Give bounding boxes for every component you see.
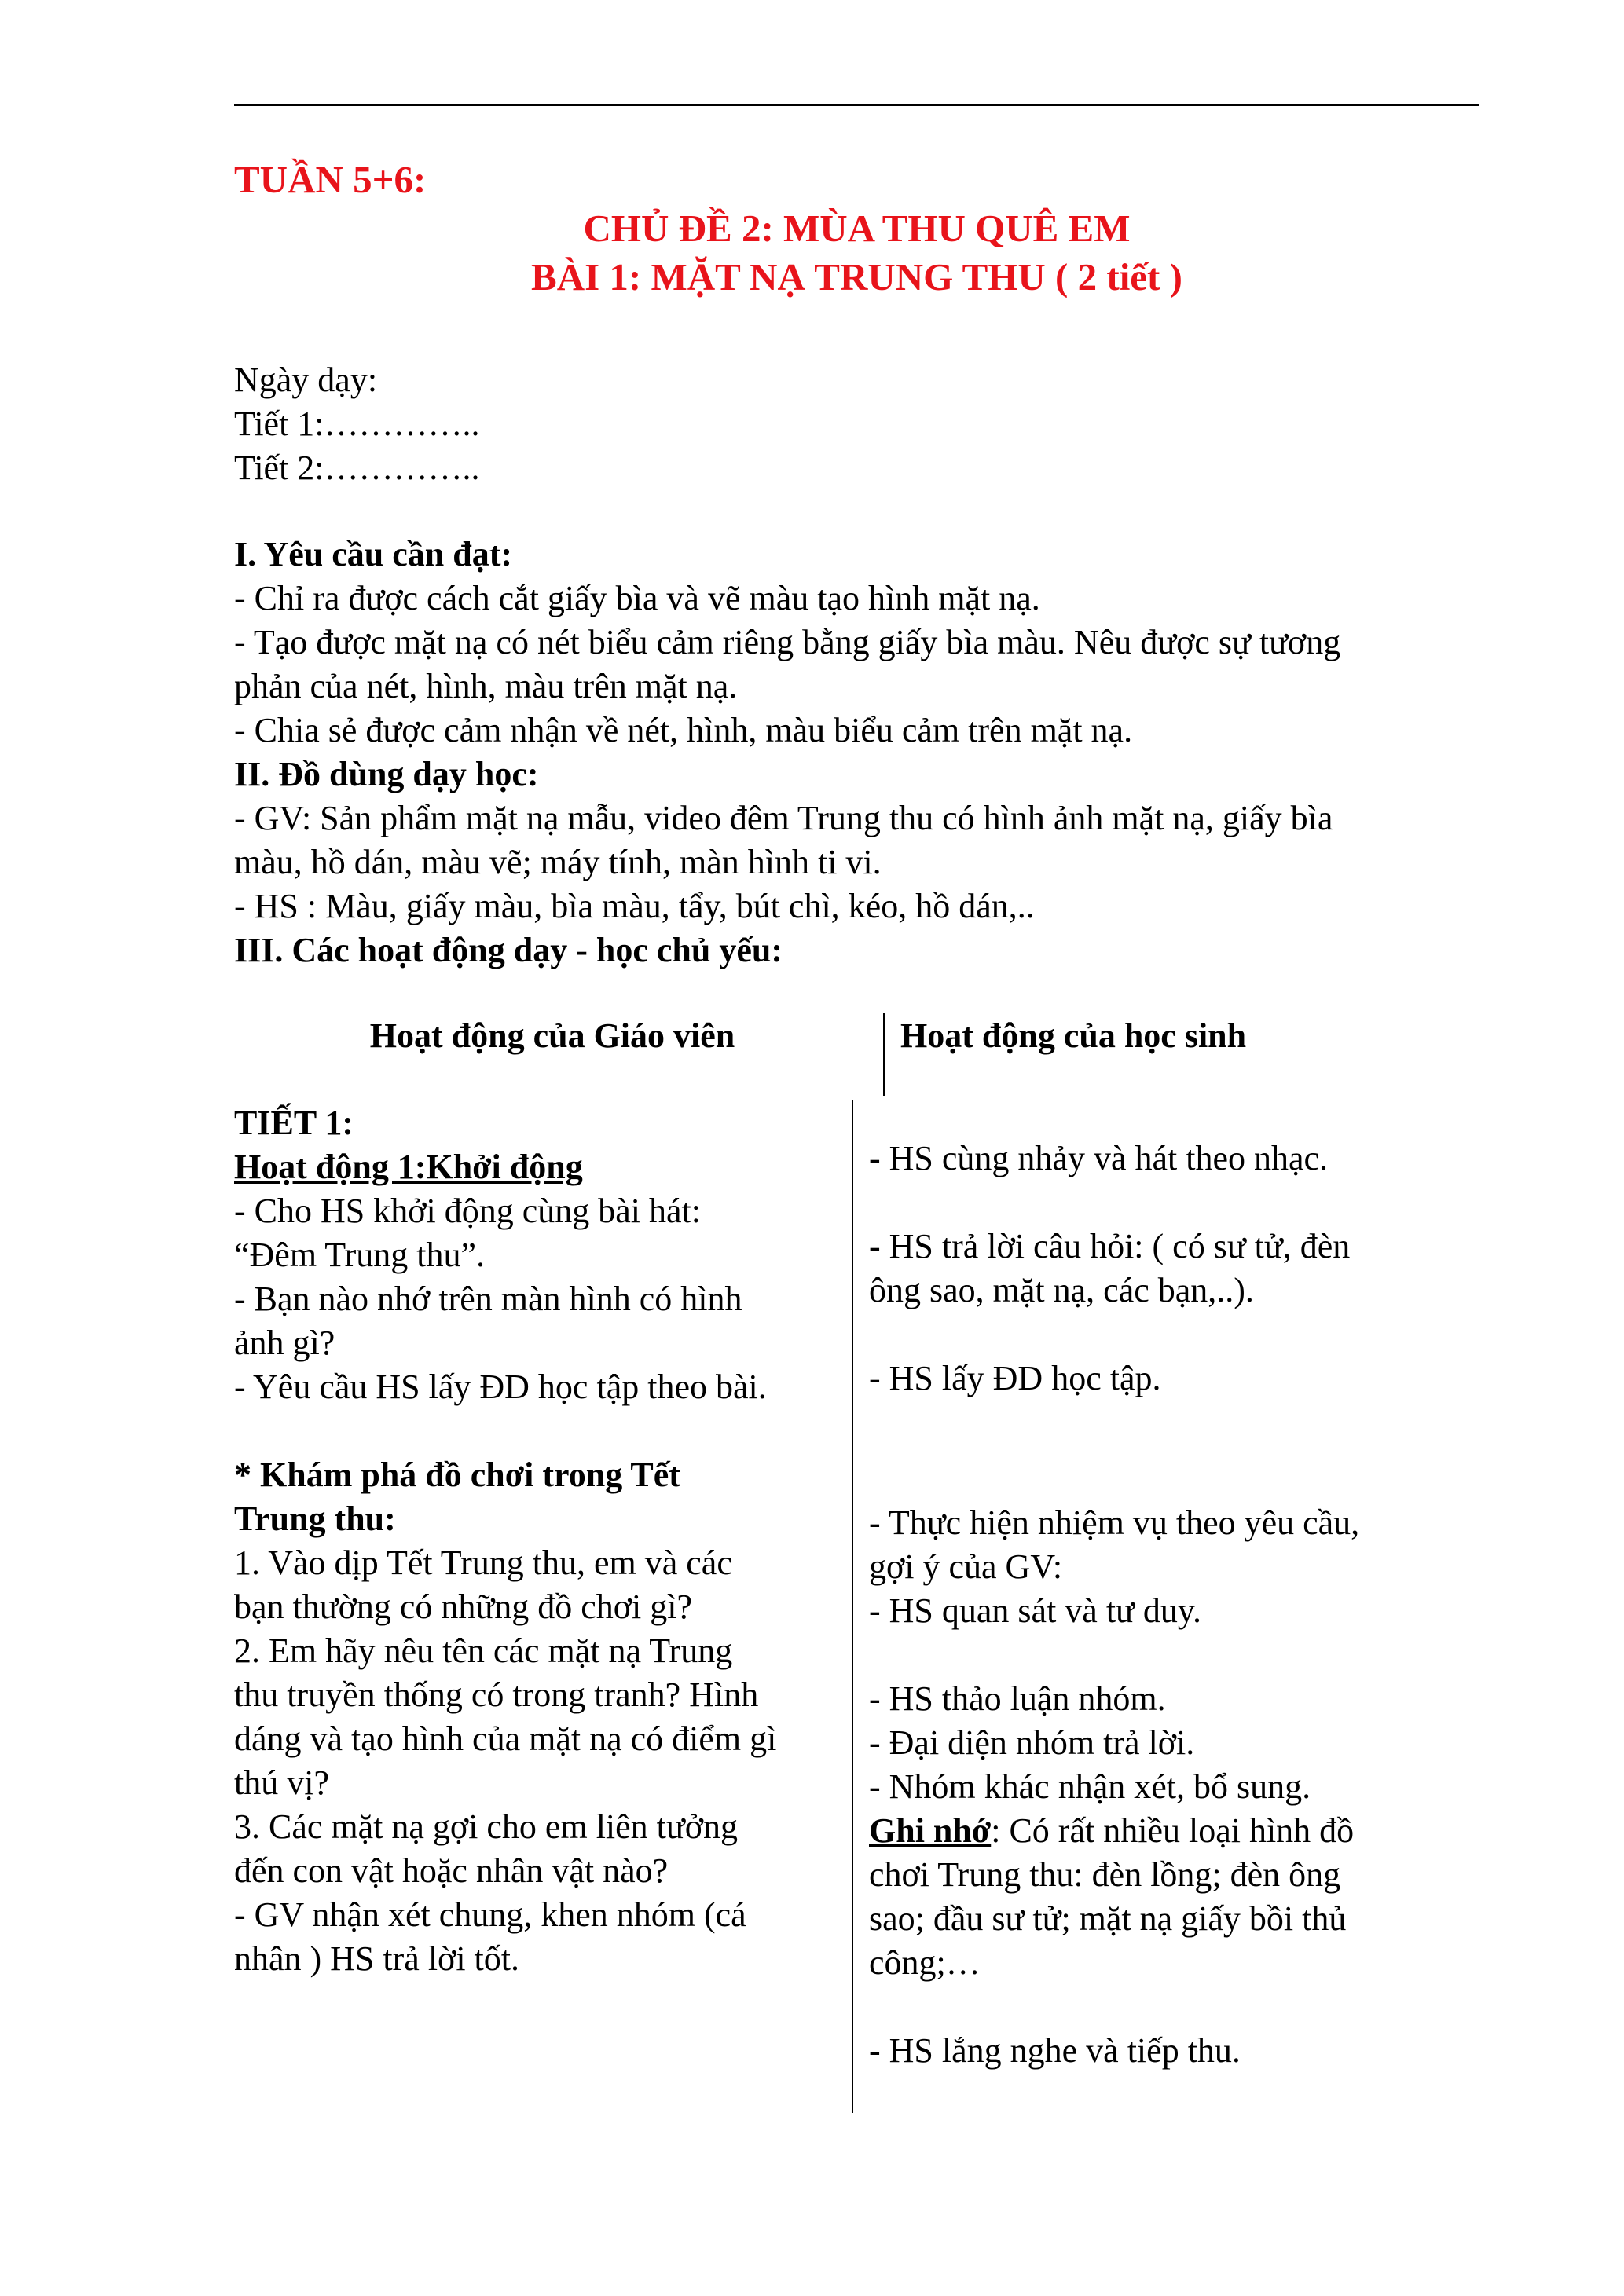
explore-heading: * Khám phá đồ chơi trong Tết <box>234 1456 680 1494</box>
text-line: - Tạo được mặt nạ có nét biểu cảm riêng bằng giấy bìa màu. Nêu được sự tương <box>234 623 1341 661</box>
text-line: - Chỉ ra được cách cắt giấy bìa và vẽ màu tạo hình mặt nạ. <box>234 579 1040 617</box>
text-line: - HS lấy ĐD học tập. <box>869 1359 1161 1397</box>
text-line: - HS cùng nhảy và hát theo nhạc. <box>869 1139 1329 1177</box>
topic-title: CHỦ ĐỀ 2: MÙA THU QUÊ EM <box>583 207 1131 250</box>
lesson-title: BÀI 1: MẶT NẠ TRUNG THU ( 2 tiết ) <box>531 255 1182 298</box>
text-line: - HS lắng nghe và tiếp thu. <box>869 2031 1241 2070</box>
text-line: - HS trả lời câu hỏi: ( có sư tử, đèn <box>869 1227 1351 1265</box>
explore-heading: Trung thu: <box>234 1500 396 1538</box>
period-1-date: Tiết 1:………….. <box>234 405 480 443</box>
text-line: ông sao, mặt nạ, các bạn,..). <box>869 1271 1254 1309</box>
note-line <box>869 1809 1359 1853</box>
text-line: 2. Em hãy nêu tên các mặt nạ Trung <box>234 1631 733 1670</box>
text-line: - GV nhận xét chung, khen nhóm (cá <box>234 1895 746 1934</box>
section-heading: III. Các hoạt động dạy - học chủ yếu: <box>234 931 783 969</box>
period-heading: TIẾT 1: <box>234 1104 354 1142</box>
text-line: “Đêm Trung thu”. <box>234 1236 485 1274</box>
text-line: công;… <box>869 1943 981 1982</box>
text-line: - Đại diện nhóm trả lời. <box>869 1723 1195 1762</box>
text-line: ảnh gì? <box>234 1324 335 1362</box>
text-line: đến con vật hoặc nhân vật nào? <box>234 1851 669 1890</box>
text-line: - Yêu cầu HS lấy ĐD học tập theo bài. <box>234 1368 767 1406</box>
note-text: : Có rất nhiều loại hình đồ <box>991 1811 1355 1850</box>
note-label: Ghi nhớ <box>869 1811 992 1850</box>
text-line: phản của nét, hình, màu trên mặt nạ. <box>234 667 738 705</box>
text-line: - Thực hiện nhiệm vụ theo yêu cầu, <box>869 1503 1360 1542</box>
activity-heading: Hoạt động 1:Khởi động <box>234 1148 583 1186</box>
week-title: TUẦN 5+6: <box>234 158 427 201</box>
period-2-date: Tiết 2:………….. <box>234 449 480 487</box>
student-column-header: Hoạt động của học sinh <box>900 1016 1247 1055</box>
dates-block <box>234 358 480 490</box>
text-line: - Cho HS khởi động cùng bài hát: <box>234 1192 701 1230</box>
text-line: - HS quan sát và tư duy. <box>869 1591 1202 1630</box>
column-divider <box>852 1100 853 2113</box>
text-line: màu, hồ dán, màu vẽ; máy tính, màn hình ti vi. <box>234 843 882 881</box>
header-rule <box>234 104 1479 106</box>
text-line: - Nhóm khác nhận xét, bổ sung. <box>869 1767 1311 1806</box>
text-line: gợi ý của GV: <box>869 1547 1063 1586</box>
text-line: thu truyền thống có trong tranh? Hình <box>234 1675 759 1714</box>
text-line: - HS thảo luận nhóm. <box>869 1679 1166 1718</box>
section-heading: I. Yêu cầu cần đạt: <box>234 535 513 573</box>
text-line: - HS : Màu, giấy màu, bìa màu, tẩy, bút chì, kéo, hồ dán,.. <box>234 887 1035 925</box>
text-line: nhân ) HS trả lời tốt. <box>234 1939 519 1978</box>
text-line: sao; đầu sư tử; mặt nạ giấy bồi thủ <box>869 1899 1347 1938</box>
text-line: 3. Các mặt nạ gợi cho em liên tưởng <box>234 1807 739 1846</box>
teacher-column <box>234 1101 776 1981</box>
text-line: - Bạn nào nhớ trên màn hình có hình <box>234 1280 742 1318</box>
header-divider <box>883 1013 885 1096</box>
text-line: - GV: Sản phẩm mặt nạ mẫu, video đêm Trung thu có hình ảnh mặt nạ, giấy bìa <box>234 799 1333 837</box>
teaching-date: Ngày dạy: <box>234 361 378 399</box>
text-line: 1. Vào dịp Tết Trung thu, em và các <box>234 1543 732 1582</box>
section-heading: II. Đồ dùng dạy học: <box>234 755 539 793</box>
objectives-section <box>234 533 1340 972</box>
teacher-column-header: Hoạt động của Giáo viên <box>369 1016 735 1055</box>
student-column <box>869 1137 1359 2073</box>
text-line: dáng và tạo hình của mặt nạ có điểm gì <box>234 1719 777 1758</box>
text-line: chơi Trung thu: đèn lồng; đèn ông <box>869 1855 1341 1894</box>
text-line: bạn thường có những đồ chơi gì? <box>234 1587 693 1626</box>
text-line: thú vị? <box>234 1763 329 1802</box>
text-line: - Chia sẻ được cảm nhận về nét, hình, màu biểu cảm trên mặt nạ. <box>234 711 1133 749</box>
